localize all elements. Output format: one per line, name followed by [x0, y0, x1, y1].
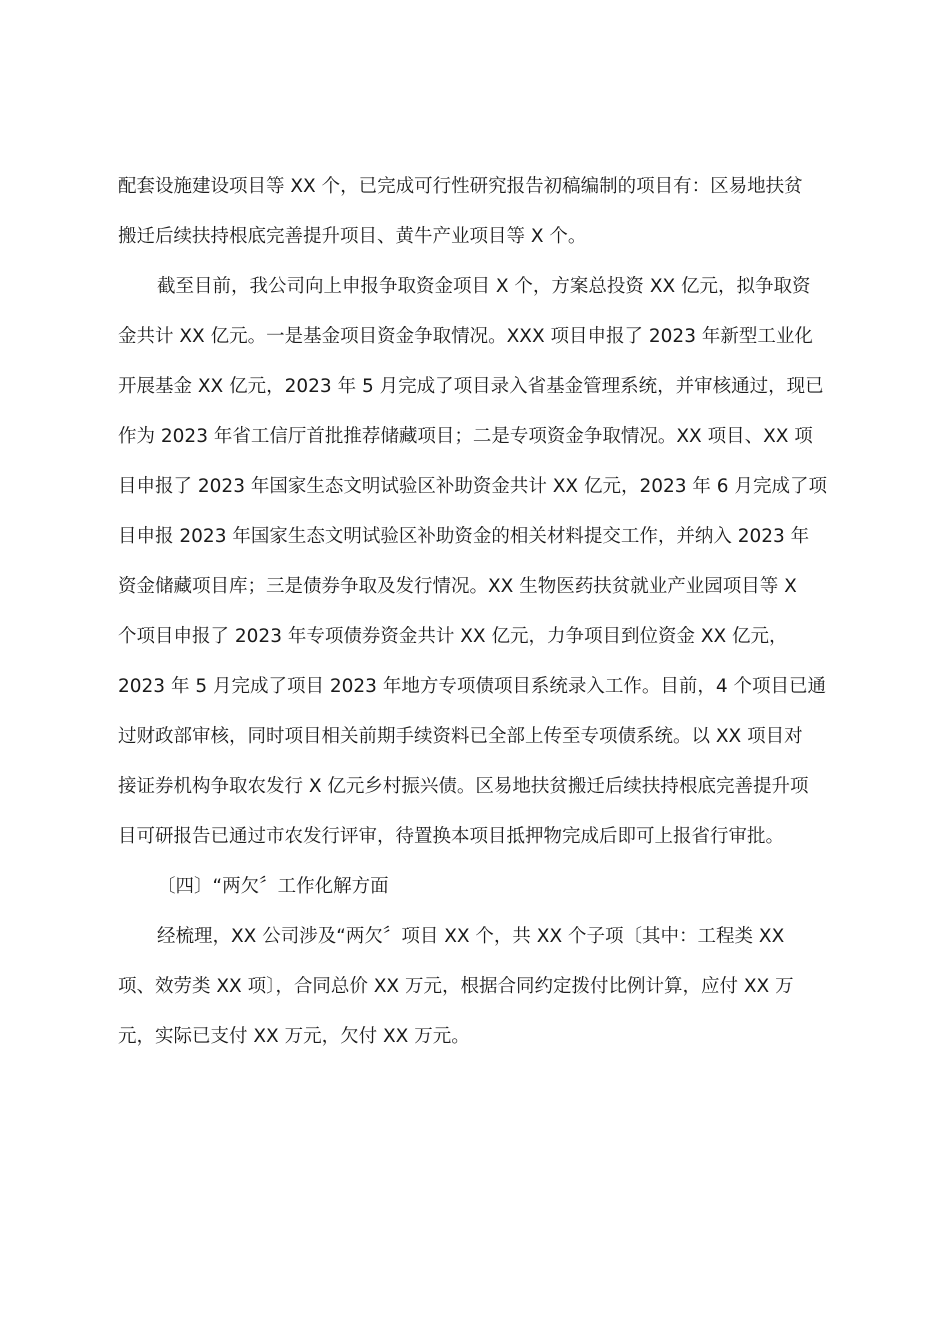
paragraph-3-line-3: 元，实际已支付 XX 万元，欠付 XX 万元。: [118, 1026, 470, 1047]
paragraph-2-line-11: 接证券机构争取农发行 X 亿元乡村振兴债。区易地扶贫搬迁后续扶持根底完善提升项: [118, 776, 809, 797]
paragraph-1-line-2: 搬迁后续扶持根底完善提升项目、黄牛产业项目等 X 个。: [118, 226, 587, 247]
paragraph-2-line-4: 作为 2023 年省工信厅首批推荐储藏项目；二是专项资金争取情况。XX 项目、XX 项: [118, 426, 813, 447]
paragraph-1-line-1: 配套设施建设项目等 XX 个，已完成可行性研究报告初稿编制的项目有：区易地扶贫: [118, 176, 803, 197]
paragraph-2-line-8: 个项目申报了 2023 年专项债券资金共计 XX 亿元，力争项目到位资金 XX 亿元，: [118, 626, 788, 647]
paragraph-2-line-7: 资金储藏项目库；三是债券争取及发行情况。XX 生物医药扶贫就业产业园项目等 X: [118, 576, 797, 597]
paragraph-2-line-12: 目可研报告已通过市农发行评审，待置换本项目抵押物完成后即可上报省行审批。: [118, 826, 785, 847]
paragraph-2-line-1: 截至目前，我公司向上申报争取资金项目 X 个，方案总投资 XX 亿元，拟争取资: [157, 276, 811, 297]
paragraph-3-line-1: 经梳理，XX 公司涉及“两欠〞项目 XX 个，共 XX 个子项〔其中：工程类 XX: [157, 926, 785, 947]
section-heading: 〔四〕“两欠〞工作化解方面: [157, 876, 389, 897]
paragraph-2-line-6: 目申报 2023 年国家生态文明试验区补助资金的相关材料提交工作，并纳入 2023 年: [118, 526, 810, 547]
paragraph-3-line-2: 项、效劳类 XX 项〕，合同总价 XX 万元，根据合同约定拨付比例计算，应付 XX 万: [118, 976, 794, 997]
paragraph-2-line-2: 金共计 XX 亿元。一是基金项目资金争取情况。XXX 项目申报了 2023 年新型工业化: [118, 326, 813, 347]
paragraph-2-line-3: 开展基金 XX 亿元，2023 年 5 月完成了项目录入省基金管理系统，并审核通过，现已: [118, 376, 824, 397]
paragraph-2-line-5: 目申报了 2023 年国家生态文明试验区补助资金共计 XX 亿元，2023 年 6 月完成了项: [118, 476, 827, 497]
paragraph-2-line-9: 2023 年 5 月完成了项目 2023 年地方专项债项目系统录入工作。目前，4 个项目已通: [118, 676, 826, 697]
paragraph-2-line-10: 过财政部审核，同时项目相关前期手续资料已全部上传至专项债系统。以 XX 项目对: [118, 726, 803, 747]
